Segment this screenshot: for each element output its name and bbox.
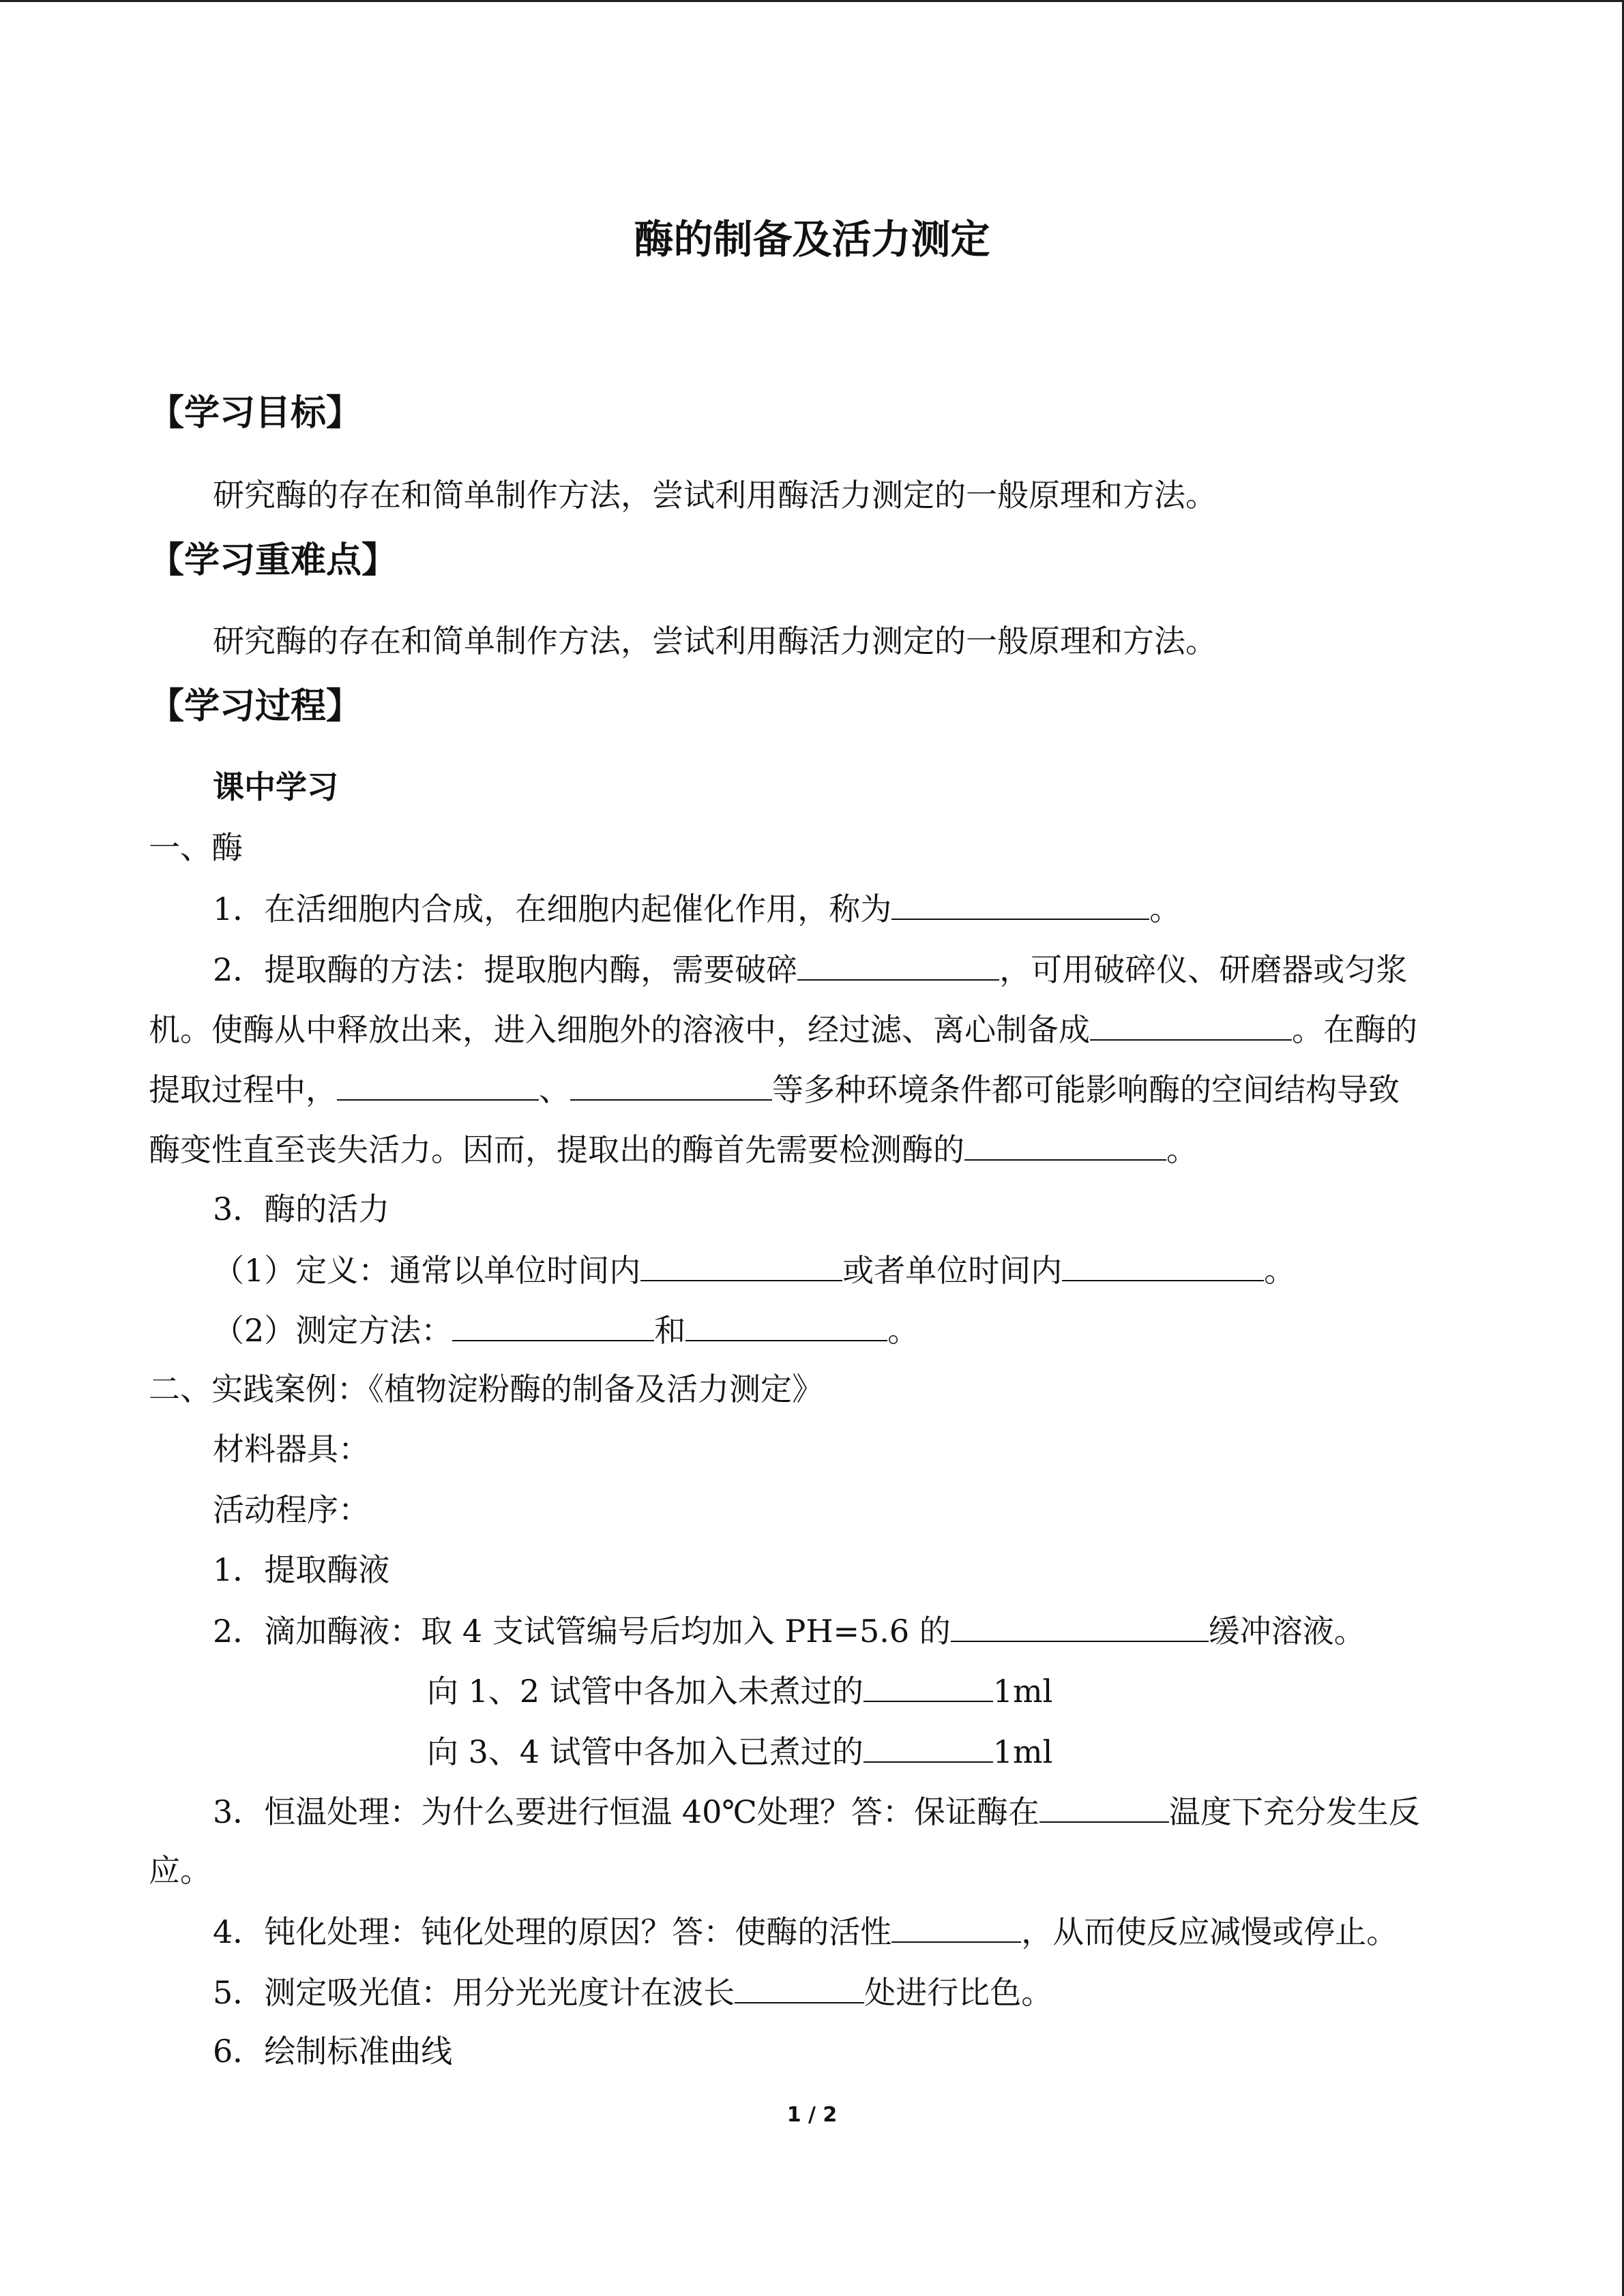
part1-item3-method — [213, 1309, 919, 1351]
blank-temperature[interactable] — [1039, 1790, 1169, 1823]
step3-text-b: 温度下充分发生反 — [1168, 1793, 1420, 1830]
item2-text-1a: 2．提取酶的方法：提取胞内酶，需要破碎 — [213, 951, 798, 988]
blank-definition-1[interactable] — [640, 1249, 842, 1281]
item2-text-2b: 。在酶的 — [1292, 1011, 1417, 1048]
item2-text-2a: 机。使酶从中释放出来，进入细胞外的溶液中，经过滤、离心制备成 — [149, 1011, 1090, 1048]
part1-item1 — [213, 887, 1181, 929]
step2-text-b: 缓冲溶液。 — [1208, 1613, 1365, 1650]
part1-heading: 一、酶 — [149, 829, 243, 866]
part2-heading: 二、实践案例：《植物淀粉酶的制备及活力测定》 — [149, 1371, 823, 1407]
part2-step2-line3 — [427, 1730, 1052, 1772]
item2-text-3c: 等多种环境条件都可能影响酶的空间结构导致 — [772, 1071, 1400, 1108]
part1-item3-heading: 3．酶的活力 — [213, 1191, 390, 1227]
step5-text-a: 5．测定吸光值：用分光光度计在波长 — [213, 1974, 735, 2011]
blank-factor-2[interactable] — [570, 1068, 772, 1101]
step5-text-b: 处进行比色。 — [864, 1974, 1053, 2011]
blank-method-1[interactable] — [452, 1309, 654, 1341]
page-border-top — [0, 0, 1624, 2]
document-title: 酶的制备及活力测定 — [634, 216, 990, 263]
item2-text-3b: 、 — [539, 1071, 570, 1108]
item2-text-4b: 。 — [1166, 1131, 1198, 1168]
item2-text-4a: 酶变性直至丧失活力。因而，提取出的酶首先需要检测酶的 — [149, 1131, 964, 1168]
part1-item3-definition — [213, 1249, 1295, 1291]
method-text-a: （2）测定方法： — [213, 1312, 453, 1349]
blank-activity[interactable] — [891, 1910, 1021, 1943]
step2-text-d: 1ml — [992, 1673, 1053, 1710]
method-text-b: 和 — [654, 1312, 686, 1349]
item1-text: 1．在活细胞内合成，在细胞内起催化作用，称为 — [213, 891, 892, 927]
step2-text-e: 向 3、4 试管中各加入已煮过的 — [427, 1733, 863, 1770]
part2-step4 — [213, 1910, 1398, 1952]
part2-step2-line1 — [213, 1609, 1365, 1652]
item2-text-3a: 提取过程中， — [149, 1071, 337, 1108]
part2-step3-line1 — [213, 1790, 1420, 1832]
blank-detect[interactable] — [964, 1128, 1166, 1161]
key-points-heading: 【学习重难点】 — [149, 540, 398, 581]
part2-step3-line2: 应。 — [149, 1852, 211, 1889]
definition-text-b: 或者单位时间内 — [842, 1252, 1063, 1289]
blank-boiled[interactable] — [863, 1730, 993, 1763]
blank-wavelength[interactable] — [735, 1971, 864, 2003]
blank-enzyme-definition[interactable] — [891, 887, 1149, 920]
part2-step6: 6．绘制标准曲线 — [213, 2033, 453, 2070]
blank-prepared-as[interactable] — [1090, 1008, 1292, 1041]
part1-item2-line2 — [149, 1008, 1417, 1050]
blank-break-cells[interactable] — [797, 948, 999, 981]
blank-method-2[interactable] — [685, 1309, 887, 1341]
item1-end: 。 — [1149, 891, 1181, 927]
step2-text-a: 2．滴加酶液：取 4 支试管编号后均加入 PH=5.6 的 — [213, 1613, 951, 1650]
goals-text: 研究酶的存在和简单制作方法，尝试利用酶活力测定的一般原理和方法。 — [213, 477, 1217, 513]
blank-buffer[interactable] — [951, 1609, 1209, 1642]
step4-text-a: 4．钝化处理：钝化处理的原因？答：使酶的活性 — [213, 1913, 892, 1950]
page-number: 1 / 2 — [786, 2103, 838, 2127]
step3-text-a: 3．恒温处理：为什么要进行恒温 40℃处理？答：保证酶在 — [213, 1793, 1039, 1830]
method-text-c: 。 — [887, 1312, 919, 1349]
part1-item2-line4 — [149, 1128, 1198, 1170]
definition-text-a: （1）定义：通常以单位时间内 — [213, 1252, 641, 1289]
key-points-text: 研究酶的存在和简单制作方法，尝试利用酶活力测定的一般原理和方法。 — [213, 623, 1217, 659]
part2-procedure: 活动程序： — [213, 1491, 370, 1528]
blank-unboiled[interactable] — [863, 1669, 993, 1702]
item2-text-1b: ，可用破碎仪、研磨器或匀浆 — [999, 951, 1408, 988]
step4-text-b: ，从而使反应减慢或停止。 — [1021, 1913, 1398, 1950]
part1-item2-line3 — [149, 1068, 1400, 1110]
step2-text-c: 向 1、2 试管中各加入未煮过的 — [427, 1673, 863, 1710]
in-class-subheading: 课中学习 — [213, 769, 338, 805]
step2-text-f: 1ml — [992, 1733, 1053, 1770]
part2-step1: 1．提取酶液 — [213, 1551, 390, 1588]
part2-step5 — [213, 1971, 1052, 2013]
part2-step2-line2 — [427, 1669, 1052, 1712]
definition-text-c: 。 — [1264, 1252, 1296, 1289]
blank-definition-2[interactable] — [1062, 1249, 1264, 1281]
process-heading: 【学习过程】 — [149, 686, 362, 727]
part1-item2-line1 — [213, 948, 1407, 990]
part2-materials: 材料器具： — [213, 1431, 370, 1467]
blank-factor-1[interactable] — [337, 1068, 539, 1101]
goals-heading: 【学习目标】 — [149, 393, 362, 434]
